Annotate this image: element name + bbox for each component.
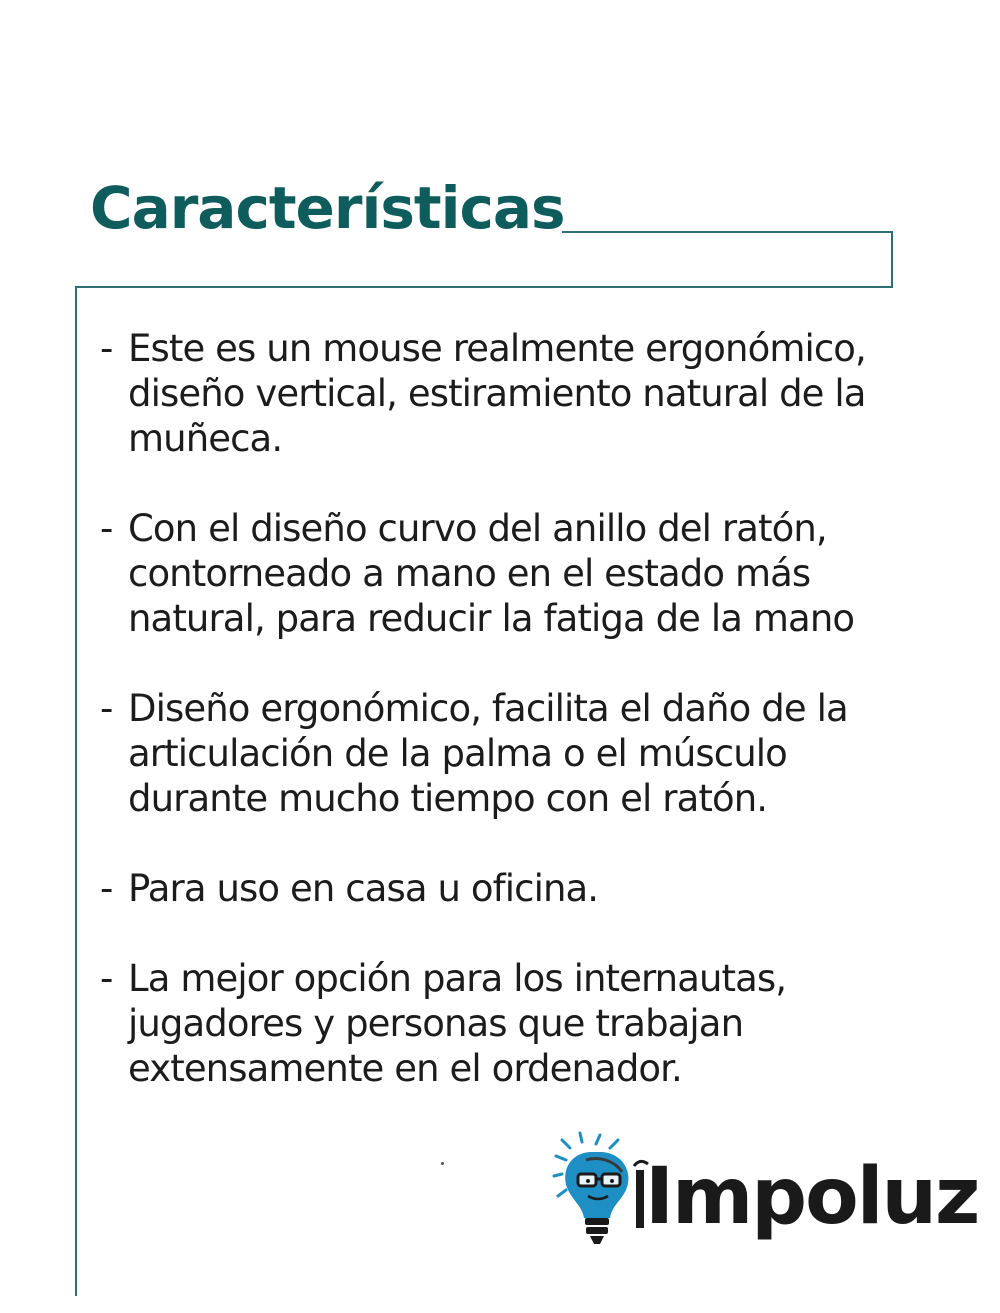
feature-text: Para uso en casa u oficina. [128, 867, 599, 910]
brand-logo [552, 1130, 979, 1250]
bullet-dash: - [100, 867, 113, 910]
feature-item [100, 326, 910, 461]
brand-name: Impoluz [645, 1152, 979, 1242]
features-list [100, 326, 910, 1136]
feature-text: La mejor opción para los internautas, jugadores y personas que trabajan extensamente en el ordenador. [128, 957, 787, 1090]
page-title: Características [90, 174, 565, 242]
feature-item [100, 686, 910, 821]
frame-line-top-short [562, 231, 892, 233]
bullet-dash: - [100, 327, 113, 370]
frame-line-left [75, 286, 77, 1296]
bullet-dash: - [100, 957, 113, 1000]
bullet-dash: - [100, 687, 113, 730]
feature-item [100, 956, 910, 1091]
feature-text: Con el diseño curvo del anillo del ratón, contorneado a mano en el estado más natural, para reducir la fatiga de la mano [128, 507, 855, 640]
bullet-dash: - [100, 507, 113, 550]
feature-item [100, 506, 910, 641]
feature-item [100, 866, 910, 911]
frame-line-right [891, 231, 893, 287]
feature-text: Diseño ergonómico, facilita el daño de la articulación de la palma o el músculo durante mucho tiempo con el ratón. [128, 687, 848, 820]
feature-text: Este es un mouse realmente ergonómico, diseño vertical, estiramiento natural de la muñeca. [128, 327, 866, 460]
stray-dot [441, 1162, 444, 1165]
frame-line-top-long [75, 286, 893, 288]
